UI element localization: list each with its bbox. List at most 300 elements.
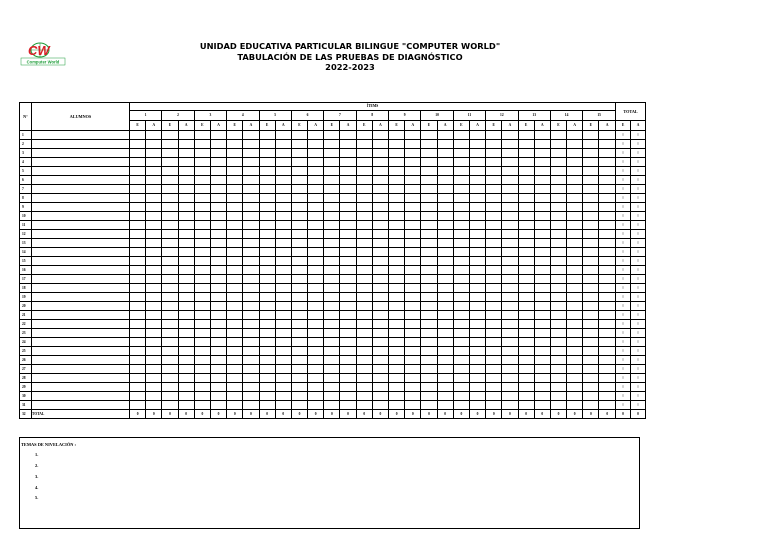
score-cell[interactable] [178, 329, 194, 338]
score-cell[interactable] [486, 230, 502, 239]
score-cell[interactable] [162, 275, 178, 284]
score-cell[interactable] [194, 131, 210, 140]
score-cell[interactable] [291, 311, 307, 320]
score-cell[interactable] [291, 248, 307, 257]
score-cell[interactable] [518, 221, 534, 230]
score-cell[interactable] [194, 239, 210, 248]
score-cell[interactable] [259, 374, 275, 383]
score-cell[interactable] [130, 257, 146, 266]
remedial-topic-line[interactable]: 4. [35, 485, 39, 490]
score-cell[interactable] [583, 275, 599, 284]
score-cell[interactable] [421, 374, 437, 383]
score-cell[interactable] [372, 149, 388, 158]
score-cell[interactable] [421, 203, 437, 212]
score-cell[interactable] [130, 338, 146, 347]
score-cell[interactable] [567, 140, 583, 149]
score-cell[interactable] [567, 230, 583, 239]
score-cell[interactable] [469, 257, 485, 266]
score-cell[interactable] [567, 221, 583, 230]
score-cell[interactable] [389, 203, 405, 212]
score-cell[interactable] [130, 140, 146, 149]
score-cell[interactable] [567, 320, 583, 329]
score-cell[interactable] [178, 248, 194, 257]
score-cell[interactable] [291, 401, 307, 410]
score-cell[interactable] [275, 185, 291, 194]
score-cell[interactable] [389, 248, 405, 257]
score-cell[interactable] [340, 311, 356, 320]
score-cell[interactable] [599, 131, 616, 140]
score-cell[interactable] [486, 158, 502, 167]
score-cell[interactable] [583, 158, 599, 167]
score-cell[interactable] [453, 320, 469, 329]
score-cell[interactable] [453, 140, 469, 149]
score-cell[interactable] [437, 275, 453, 284]
score-cell[interactable] [550, 131, 566, 140]
score-cell[interactable] [550, 293, 566, 302]
score-cell[interactable] [486, 194, 502, 203]
score-cell[interactable] [421, 149, 437, 158]
score-cell[interactable] [405, 401, 421, 410]
score-cell[interactable] [469, 248, 485, 257]
score-cell[interactable] [421, 194, 437, 203]
score-cell[interactable] [259, 176, 275, 185]
score-cell[interactable] [486, 392, 502, 401]
score-cell[interactable] [178, 194, 194, 203]
score-cell[interactable] [534, 131, 550, 140]
score-cell[interactable] [534, 338, 550, 347]
student-name-cell[interactable] [32, 239, 130, 248]
score-cell[interactable] [486, 329, 502, 338]
score-cell[interactable] [599, 185, 616, 194]
score-cell[interactable] [518, 293, 534, 302]
score-cell[interactable] [437, 149, 453, 158]
score-cell[interactable] [146, 158, 162, 167]
score-cell[interactable] [550, 347, 566, 356]
score-cell[interactable] [194, 230, 210, 239]
score-cell[interactable] [534, 248, 550, 257]
score-cell[interactable] [567, 149, 583, 158]
score-cell[interactable] [162, 392, 178, 401]
student-name-cell[interactable] [32, 338, 130, 347]
score-cell[interactable] [389, 176, 405, 185]
score-cell[interactable] [275, 293, 291, 302]
student-name-cell[interactable] [32, 356, 130, 365]
score-cell[interactable] [162, 374, 178, 383]
score-cell[interactable] [372, 338, 388, 347]
score-cell[interactable] [275, 140, 291, 149]
score-cell[interactable] [486, 311, 502, 320]
score-cell[interactable] [340, 329, 356, 338]
score-cell[interactable] [243, 239, 259, 248]
score-cell[interactable] [583, 293, 599, 302]
score-cell[interactable] [469, 365, 485, 374]
score-cell[interactable] [259, 347, 275, 356]
score-cell[interactable] [178, 167, 194, 176]
score-cell[interactable] [356, 149, 372, 158]
score-cell[interactable] [210, 131, 226, 140]
score-cell[interactable] [324, 320, 340, 329]
score-cell[interactable] [421, 383, 437, 392]
score-cell[interactable] [421, 158, 437, 167]
score-cell[interactable] [599, 221, 616, 230]
score-cell[interactable] [356, 257, 372, 266]
score-cell[interactable] [389, 284, 405, 293]
student-name-cell[interactable] [32, 401, 130, 410]
score-cell[interactable] [162, 401, 178, 410]
score-cell[interactable] [291, 392, 307, 401]
score-cell[interactable] [178, 131, 194, 140]
score-cell[interactable] [518, 149, 534, 158]
score-cell[interactable] [372, 248, 388, 257]
score-cell[interactable] [502, 320, 518, 329]
score-cell[interactable] [178, 338, 194, 347]
score-cell[interactable] [130, 329, 146, 338]
score-cell[interactable] [389, 185, 405, 194]
score-cell[interactable] [469, 392, 485, 401]
score-cell[interactable] [146, 239, 162, 248]
score-cell[interactable] [599, 356, 616, 365]
score-cell[interactable] [275, 212, 291, 221]
score-cell[interactable] [178, 320, 194, 329]
score-cell[interactable] [227, 383, 243, 392]
score-cell[interactable] [130, 275, 146, 284]
score-cell[interactable] [389, 311, 405, 320]
score-cell[interactable] [324, 392, 340, 401]
score-cell[interactable] [162, 212, 178, 221]
score-cell[interactable] [259, 131, 275, 140]
score-cell[interactable] [291, 383, 307, 392]
score-cell[interactable] [324, 365, 340, 374]
score-cell[interactable] [534, 257, 550, 266]
score-cell[interactable] [389, 365, 405, 374]
score-cell[interactable] [194, 185, 210, 194]
score-cell[interactable] [340, 149, 356, 158]
score-cell[interactable] [308, 176, 324, 185]
score-cell[interactable] [486, 293, 502, 302]
score-cell[interactable] [178, 158, 194, 167]
score-cell[interactable] [372, 284, 388, 293]
score-cell[interactable] [210, 194, 226, 203]
score-cell[interactable] [178, 275, 194, 284]
score-cell[interactable] [453, 248, 469, 257]
score-cell[interactable] [389, 392, 405, 401]
score-cell[interactable] [227, 185, 243, 194]
score-cell[interactable] [178, 311, 194, 320]
score-cell[interactable] [534, 329, 550, 338]
score-cell[interactable] [453, 149, 469, 158]
score-cell[interactable] [550, 140, 566, 149]
score-cell[interactable] [178, 302, 194, 311]
score-cell[interactable] [210, 140, 226, 149]
score-cell[interactable] [146, 149, 162, 158]
score-cell[interactable] [405, 266, 421, 275]
score-cell[interactable] [550, 329, 566, 338]
score-cell[interactable] [356, 356, 372, 365]
score-cell[interactable] [308, 338, 324, 347]
score-cell[interactable] [308, 311, 324, 320]
score-cell[interactable] [146, 221, 162, 230]
score-cell[interactable] [469, 320, 485, 329]
score-cell[interactable] [469, 131, 485, 140]
score-cell[interactable] [356, 140, 372, 149]
score-cell[interactable] [437, 194, 453, 203]
score-cell[interactable] [227, 356, 243, 365]
score-cell[interactable] [356, 266, 372, 275]
score-cell[interactable] [275, 284, 291, 293]
score-cell[interactable] [340, 140, 356, 149]
score-cell[interactable] [308, 203, 324, 212]
score-cell[interactable] [437, 374, 453, 383]
score-cell[interactable] [194, 257, 210, 266]
score-cell[interactable] [356, 347, 372, 356]
score-cell[interactable] [227, 194, 243, 203]
score-cell[interactable] [599, 311, 616, 320]
score-cell[interactable] [583, 167, 599, 176]
score-cell[interactable] [243, 203, 259, 212]
score-cell[interactable] [308, 221, 324, 230]
score-cell[interactable] [567, 383, 583, 392]
score-cell[interactable] [583, 392, 599, 401]
student-name-cell[interactable] [32, 347, 130, 356]
score-cell[interactable] [599, 203, 616, 212]
score-cell[interactable] [146, 266, 162, 275]
score-cell[interactable] [210, 248, 226, 257]
score-cell[interactable] [243, 266, 259, 275]
score-cell[interactable] [567, 239, 583, 248]
score-cell[interactable] [389, 221, 405, 230]
score-cell[interactable] [178, 203, 194, 212]
score-cell[interactable] [291, 212, 307, 221]
score-cell[interactable] [356, 275, 372, 284]
score-cell[interactable] [502, 230, 518, 239]
score-cell[interactable] [421, 131, 437, 140]
score-cell[interactable] [534, 212, 550, 221]
score-cell[interactable] [502, 275, 518, 284]
score-cell[interactable] [308, 284, 324, 293]
score-cell[interactable] [146, 347, 162, 356]
score-cell[interactable] [146, 284, 162, 293]
score-cell[interactable] [340, 266, 356, 275]
score-cell[interactable] [583, 239, 599, 248]
score-cell[interactable] [405, 374, 421, 383]
score-cell[interactable] [340, 257, 356, 266]
score-cell[interactable] [437, 230, 453, 239]
score-cell[interactable] [324, 329, 340, 338]
score-cell[interactable] [194, 266, 210, 275]
score-cell[interactable] [243, 194, 259, 203]
score-cell[interactable] [227, 230, 243, 239]
score-cell[interactable] [356, 365, 372, 374]
score-cell[interactable] [227, 347, 243, 356]
score-cell[interactable] [567, 212, 583, 221]
score-cell[interactable] [421, 167, 437, 176]
score-cell[interactable] [227, 221, 243, 230]
score-cell[interactable] [356, 302, 372, 311]
score-cell[interactable] [178, 383, 194, 392]
score-cell[interactable] [599, 329, 616, 338]
score-cell[interactable] [405, 203, 421, 212]
score-cell[interactable] [469, 266, 485, 275]
score-cell[interactable] [567, 338, 583, 347]
score-cell[interactable] [389, 329, 405, 338]
score-cell[interactable] [259, 356, 275, 365]
score-cell[interactable] [130, 401, 146, 410]
score-cell[interactable] [340, 374, 356, 383]
score-cell[interactable] [518, 158, 534, 167]
score-cell[interactable] [275, 275, 291, 284]
score-cell[interactable] [194, 383, 210, 392]
score-cell[interactable] [534, 275, 550, 284]
score-cell[interactable] [518, 338, 534, 347]
score-cell[interactable] [275, 248, 291, 257]
score-cell[interactable] [550, 383, 566, 392]
score-cell[interactable] [340, 383, 356, 392]
score-cell[interactable] [599, 140, 616, 149]
score-cell[interactable] [210, 365, 226, 374]
score-cell[interactable] [227, 140, 243, 149]
score-cell[interactable] [194, 212, 210, 221]
score-cell[interactable] [227, 149, 243, 158]
score-cell[interactable] [308, 239, 324, 248]
score-cell[interactable] [518, 194, 534, 203]
score-cell[interactable] [583, 221, 599, 230]
score-cell[interactable] [210, 338, 226, 347]
score-cell[interactable] [146, 365, 162, 374]
score-cell[interactable] [550, 185, 566, 194]
score-cell[interactable] [146, 383, 162, 392]
score-cell[interactable] [340, 212, 356, 221]
score-cell[interactable] [486, 176, 502, 185]
score-cell[interactable] [550, 338, 566, 347]
score-cell[interactable] [405, 212, 421, 221]
score-cell[interactable] [324, 221, 340, 230]
score-cell[interactable] [210, 158, 226, 167]
score-cell[interactable] [227, 401, 243, 410]
score-cell[interactable] [469, 167, 485, 176]
score-cell[interactable] [372, 311, 388, 320]
score-cell[interactable] [243, 347, 259, 356]
score-cell[interactable] [534, 158, 550, 167]
score-cell[interactable] [437, 221, 453, 230]
score-cell[interactable] [550, 284, 566, 293]
score-cell[interactable] [421, 293, 437, 302]
score-cell[interactable] [243, 176, 259, 185]
score-cell[interactable] [453, 194, 469, 203]
score-cell[interactable] [291, 302, 307, 311]
score-cell[interactable] [437, 248, 453, 257]
score-cell[interactable] [599, 176, 616, 185]
score-cell[interactable] [210, 347, 226, 356]
score-cell[interactable] [291, 167, 307, 176]
score-cell[interactable] [421, 311, 437, 320]
score-cell[interactable] [275, 239, 291, 248]
score-cell[interactable] [534, 140, 550, 149]
student-name-cell[interactable] [32, 230, 130, 239]
student-name-cell[interactable] [32, 167, 130, 176]
score-cell[interactable] [421, 329, 437, 338]
score-cell[interactable] [259, 158, 275, 167]
score-cell[interactable] [372, 320, 388, 329]
score-cell[interactable] [518, 248, 534, 257]
score-cell[interactable] [469, 176, 485, 185]
score-cell[interactable] [453, 356, 469, 365]
student-name-cell[interactable] [32, 221, 130, 230]
score-cell[interactable] [599, 275, 616, 284]
score-cell[interactable] [421, 212, 437, 221]
score-cell[interactable] [291, 185, 307, 194]
score-cell[interactable] [162, 266, 178, 275]
score-cell[interactable] [518, 284, 534, 293]
score-cell[interactable] [356, 311, 372, 320]
score-cell[interactable] [130, 239, 146, 248]
score-cell[interactable] [405, 230, 421, 239]
score-cell[interactable] [162, 347, 178, 356]
score-cell[interactable] [486, 347, 502, 356]
score-cell[interactable] [356, 293, 372, 302]
score-cell[interactable] [518, 131, 534, 140]
score-cell[interactable] [389, 347, 405, 356]
score-cell[interactable] [502, 311, 518, 320]
score-cell[interactable] [583, 356, 599, 365]
score-cell[interactable] [210, 149, 226, 158]
score-cell[interactable] [130, 176, 146, 185]
score-cell[interactable] [486, 140, 502, 149]
score-cell[interactable] [372, 176, 388, 185]
score-cell[interactable] [518, 257, 534, 266]
score-cell[interactable] [567, 275, 583, 284]
score-cell[interactable] [437, 311, 453, 320]
score-cell[interactable] [469, 239, 485, 248]
score-cell[interactable] [583, 176, 599, 185]
score-cell[interactable] [308, 383, 324, 392]
score-cell[interactable] [518, 140, 534, 149]
score-cell[interactable] [194, 275, 210, 284]
score-cell[interactable] [324, 284, 340, 293]
score-cell[interactable] [275, 311, 291, 320]
score-cell[interactable] [162, 221, 178, 230]
score-cell[interactable] [583, 257, 599, 266]
score-cell[interactable] [210, 176, 226, 185]
score-cell[interactable] [194, 365, 210, 374]
score-cell[interactable] [275, 347, 291, 356]
student-name-cell[interactable] [32, 365, 130, 374]
score-cell[interactable] [550, 230, 566, 239]
score-cell[interactable] [210, 266, 226, 275]
score-cell[interactable] [275, 320, 291, 329]
score-cell[interactable] [340, 302, 356, 311]
score-cell[interactable] [194, 176, 210, 185]
score-cell[interactable] [599, 239, 616, 248]
score-cell[interactable] [210, 374, 226, 383]
student-name-cell[interactable] [32, 203, 130, 212]
score-cell[interactable] [389, 266, 405, 275]
score-cell[interactable] [502, 239, 518, 248]
score-cell[interactable] [453, 158, 469, 167]
score-cell[interactable] [486, 275, 502, 284]
score-cell[interactable] [210, 239, 226, 248]
score-cell[interactable] [421, 347, 437, 356]
score-cell[interactable] [518, 365, 534, 374]
score-cell[interactable] [469, 149, 485, 158]
score-cell[interactable] [599, 302, 616, 311]
score-cell[interactable] [372, 266, 388, 275]
score-cell[interactable] [534, 230, 550, 239]
score-cell[interactable] [324, 212, 340, 221]
score-cell[interactable] [275, 257, 291, 266]
score-cell[interactable] [437, 365, 453, 374]
score-cell[interactable] [227, 212, 243, 221]
score-cell[interactable] [469, 158, 485, 167]
